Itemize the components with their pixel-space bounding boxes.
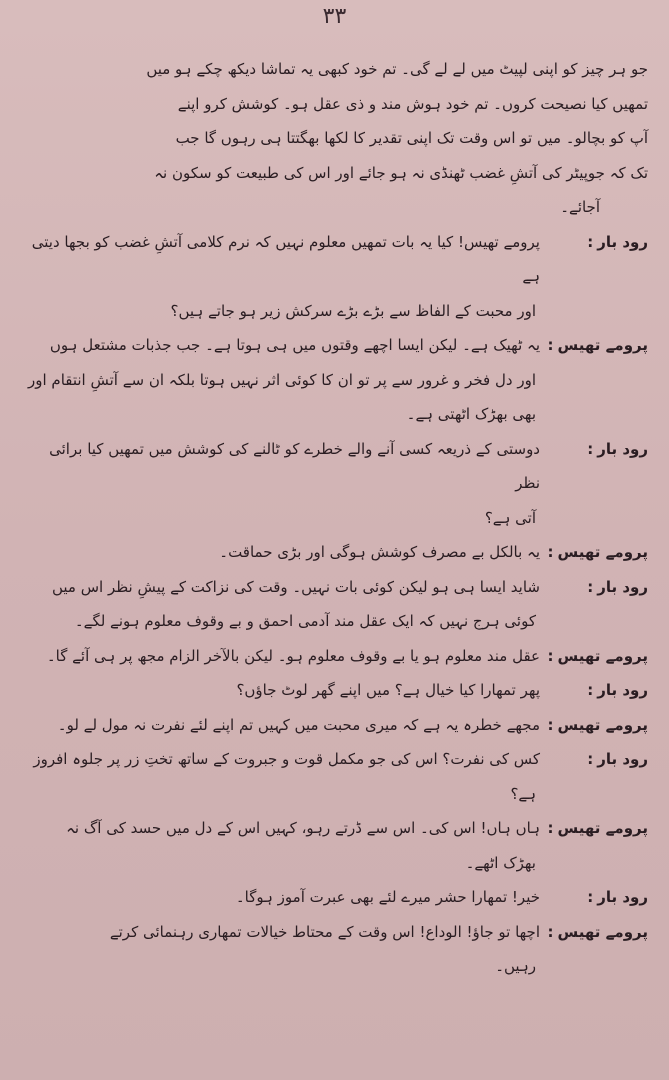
speech-line: رہیں۔: [495, 957, 536, 975]
speaker-name: پرومے تھیس:: [547, 922, 648, 941]
speech-line: کوئی ہرج نہیں کہ ایک عقل مند آدمی احمق و بے وقوف معلوم ہونے لگے۔: [74, 612, 536, 630]
dialogue-turn: [26, 639, 648, 674]
speech-line: اچھا تو جاؤ! الوداع! اس وقت کے محتاط خیالات تمھاری رہنمائی کرتے: [109, 922, 540, 941]
speech-line: بھی بھڑک اٹھتی ہے۔: [406, 405, 536, 423]
speaker-name: پرومے تھیس:: [547, 715, 648, 734]
speaker-name: پرومے تھیس:: [547, 646, 648, 665]
speech-line: پھر تمھارا کیا خیال ہے؟ میں اپنے گھر لوٹ جاؤں؟: [236, 681, 540, 699]
dialogue-turn: [26, 811, 648, 880]
speech-line: آتی ہے؟: [484, 508, 536, 527]
speech-line: ہے؟: [510, 784, 536, 803]
speech-line: خیر! تمھارا حشر میرے لئے بھی عبرت آموز ہوگا۔: [235, 888, 540, 906]
speech-line: شاید ایسا ہی ہو لیکن کوئی بات نہیں۔ وقت کی نزاکت کے پیشِ نظر اس میں: [51, 577, 540, 596]
opening-line: جو ہر چیز کو اپنی لپیٹ میں لے لے گی۔ تم خود کبھی یہ تماشا دیکھ چکے ہو میں: [146, 60, 648, 78]
speech-line: کس کی نفرت؟ اس کی جو مکمل قوت و جبروت کے ساتھ تختِ زر پر جلوہ افروز: [33, 750, 540, 768]
speaker-name: پرومے تھیس:: [547, 819, 648, 837]
dialogue-turn: [26, 328, 648, 432]
speech-line: اور دل فخر و غرور سے پر تو ان کا کوئی اثر نہیں ہوتا بلکہ ان سے آتشِ انتقام اور: [27, 370, 536, 389]
speaker-name: رود بار:: [587, 439, 648, 458]
page-number: ۳۳: [322, 4, 347, 29]
speaker-name: پرومے تھیس:: [547, 336, 648, 354]
opening-line: تک کہ جوپیٹر کی آتشِ غضب ٹھنڈی نہ ہو جائے اور اس کی طبیعت کو سکون نہ: [154, 163, 648, 182]
dialogue-turn: [26, 570, 648, 639]
dialogue-turn: [26, 880, 648, 915]
speaker-name: رود بار:: [587, 232, 648, 251]
opening-line: تمھیں کیا نصیحت کروں۔ تم خود ہوش مند و ذی عقل ہو۔ کوشش کرو اپنے: [177, 94, 648, 113]
speech-line: یہ ٹھیک ہے۔ لیکن ایسا اچھے وقتوں میں ہی ہوتا ہے۔ جب جذبات مشتعل ہوں: [49, 336, 540, 354]
dialogue-turn: [26, 225, 648, 329]
speech-line: یہ بالکل بے مصرف کوشش ہوگی اور بڑی حماقت۔: [219, 543, 540, 561]
dialogue-turn: [26, 432, 648, 536]
speaker-name: رود بار:: [587, 577, 648, 596]
speaker-name: رود بار:: [587, 888, 648, 906]
opening-line: آجائے۔: [560, 198, 600, 216]
speaker-name: رود بار:: [587, 681, 648, 699]
speech-line: اور محبت کے الفاظ سے بڑے بڑے سرکش زیر ہو جاتے ہیں؟: [170, 301, 536, 320]
dialogue-turn: [26, 708, 648, 743]
page-text: [26, 52, 648, 984]
speech-line: عقل مند معلوم ہو یا بے وقوف معلوم ہو۔ لیکن بالآخر الزام مجھ پر ہی آئے گا۔: [46, 646, 540, 665]
speaker-name: پرومے تھیس:: [547, 543, 648, 561]
dialogue-turn: [26, 742, 648, 811]
speech-line: دوستی کے ذریعہ کسی آنے والے خطرے کو ٹالنے کی کوشش میں تمھیں کیا برائی نظر: [49, 439, 540, 492]
speaker-name: رود بار:: [587, 750, 648, 768]
dialogue-turn: [26, 535, 648, 570]
speech-line: بھڑک اٹھے۔: [465, 853, 536, 872]
dialogue-turn: [26, 915, 648, 984]
speech-line: ہاں ہاں! اس کی۔ اس سے ڈرتے رہو، کہیں اس کے دل میں حسد کی آگ نہ: [66, 819, 540, 837]
opening-line: آپ کو بچالو۔ میں تو اس وقت تک اپنی تقدیر کا لکھا بھگتتا ہی رہوں گا جب: [175, 129, 648, 147]
speech-line: پرومے تھیس! کیا یہ بات تمھیں معلوم نہیں کہ نرم کلامی آتشِ غضب کو بجھا دیتی ہے: [31, 232, 540, 285]
dialogue-turn: [26, 673, 648, 708]
speech-line: مجھے خطرہ یہ ہے کہ میری محبت میں کہیں تم اپنے لئے نفرت نہ مول لے لو۔: [57, 715, 540, 734]
